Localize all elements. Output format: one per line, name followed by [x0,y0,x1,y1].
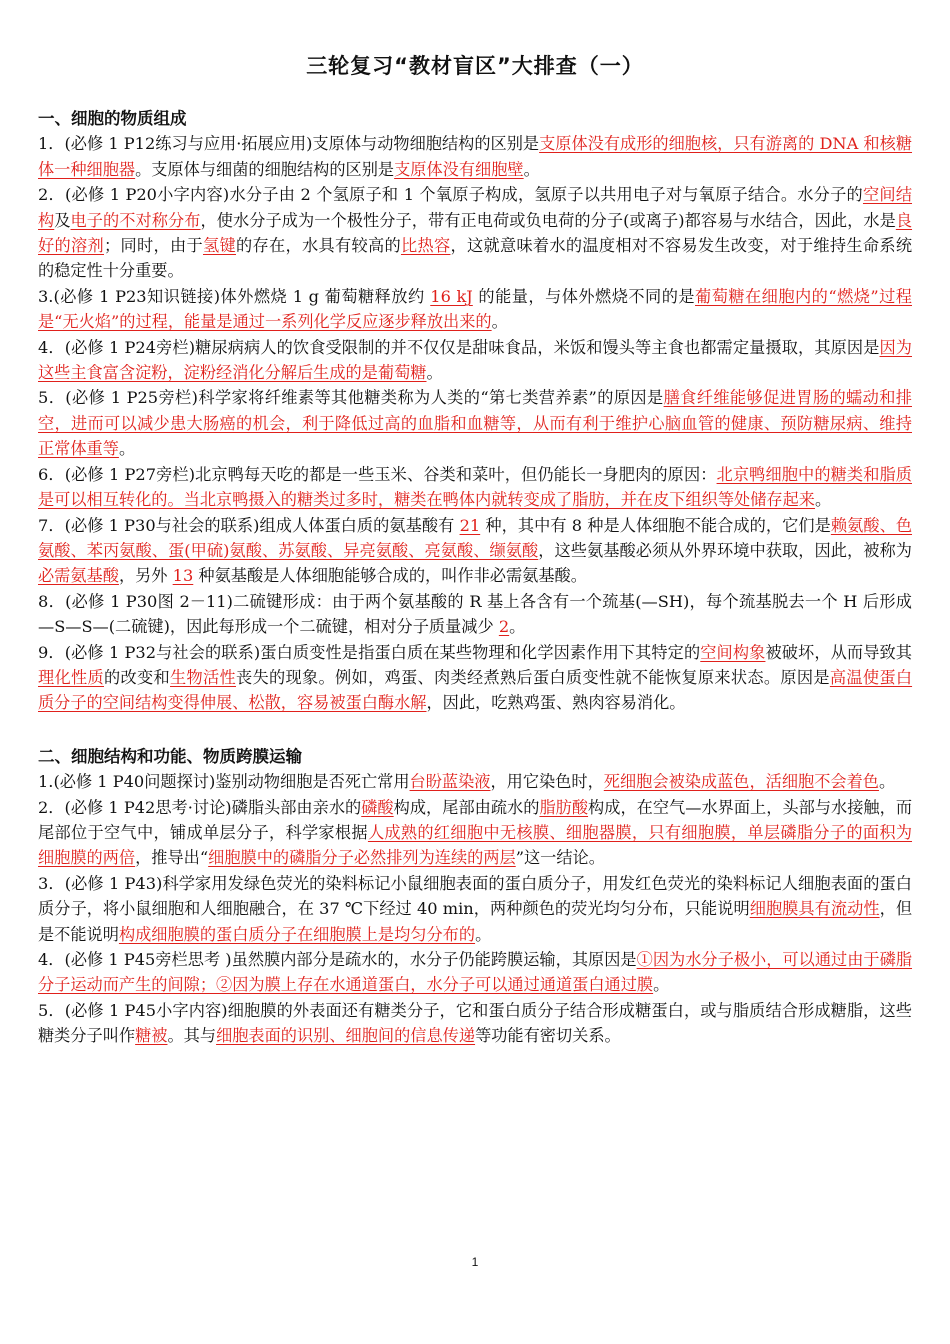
answer-text: 空间结构 [38,185,913,230]
section-heading: 二、细胞结构和功能、物质跨膜运输 [38,746,302,766]
section-heading: 一、细胞的物质组成 [38,109,187,128]
question-text: 7．(必修 1 P30与社会的联系)组成人体蛋白质的氨基酸有 [38,515,460,535]
question-item [38,769,912,794]
question-item [38,998,912,1049]
question-item [38,182,912,284]
question-text: 3．(必修 1 P43)科学家用发绿色荧光的染料标记小鼠细胞表面的蛋白质分子，用发红色荧光的染料标记人细胞表面的蛋白质分子，将小鼠细胞和人细胞融合，在 37 ℃下经过 40 min，两种颜色的荧光均匀分布，只能说明 [38,873,912,919]
answer-text: 糖被 [135,1026,168,1046]
answer-text: 理化性质 [38,667,104,687]
question-text: 5．(必修 1 P25旁栏)科学家将纤维素等其他糖类称为人类的“第七类营养素”的原因是 [38,388,664,408]
question-item [38,795,912,871]
question-item [38,640,912,716]
question-text: ，这就意味着水的温度相对不容易发生改变，对于维持生命系统的稳定性十分重要。 [38,236,913,281]
document-body [38,106,912,1049]
answer-text: 比热容 [400,236,451,256]
answer-text: 生物活性 [170,667,236,687]
question-text: 。 [509,617,526,637]
answer-text: 电子的不对称分布 [70,210,201,230]
question-text: 8．(必修 1 P30图 2－11)二硫键形成：由于两个氨基酸的 R 基上各含有一个巯基(—SH)，每个巯基脱去一个 H 后形成—S—S—(二硫键)，因此每形成一个二硫键，相对分子质量减少 [38,591,912,637]
answer-text: 良好的溶剂 [38,210,913,256]
answer-text: 人成熟的红细胞中无核膜、细胞器膜，只有细胞膜，单层磷脂分子的面积为细胞膜的两倍 [38,822,913,868]
question-text: ，推导出“ [135,848,209,868]
question-text: 9．(必修 1 P32与社会的联系)蛋白质变性是指蛋白质在某些物理和化学因素作用下其特定的 [38,642,701,662]
question-text: 3.(必修 1 P23知识链接)体外燃烧 1 g 葡萄糖释放约 [38,286,431,306]
page-number: 1 [471,1255,479,1269]
answer-text: 21 [459,515,481,535]
question-text: 的存在，水具有较高的 [235,236,401,256]
answer-text: 16 kJ [430,286,473,306]
answer-text: 13 [172,566,194,586]
answer-text: 空间构象 [700,642,766,662]
question-item [38,462,912,513]
answer-text: 脂肪酸 [539,797,589,817]
question-text: 的改变和 [104,667,170,687]
question-item [38,589,912,640]
question-item [38,385,912,461]
question-text: ，另外 [118,566,173,586]
answer-text: 台盼蓝染液 [409,772,491,792]
question-text: 2．(必修 1 P42思考·讨论)磷脂头部由亲水的 [38,797,362,817]
question-text: 。 [118,439,136,459]
page-title: 三轮复习“教材盲区”大排查（一） [306,54,644,78]
answer-text: 赖氨酸、色氨酸、苯丙氨酸、蛋(甲硫)氨酸、苏氨酸、异亮氨酸、亮氨酸、缬氨酸 [38,515,913,560]
answer-text: 葡萄糖在细胞内的“燃烧”过程是“无火焰”的过程，能量是通过一系列化学反应逐步释放出来的 [38,286,912,332]
answer-text: 高温使蛋白质分子的空间结构变得伸展、松散，容易被蛋白酶水解 [38,667,913,713]
question-text: 。 [491,312,508,332]
question-item [38,871,912,947]
question-text: 被破坏，从而导致其 [765,642,912,662]
question-text: ，因此，吃熟鸡蛋、熟肉容易消化。 [426,693,686,713]
question-item [38,513,912,589]
question-text: 的能量，与体外燃烧不同的是 [472,286,696,306]
question-text: 。 [653,975,670,995]
answer-text: 膳食纤维能够促进胃肠的蠕动和排空，进而可以减少患大肠癌的机会，利于降低过高的血脂和血糖等，从而有利于维护心脑血管的健康、预防糖尿病、维持正常体重等 [38,388,912,459]
question-text: ；同时，由于 [104,236,203,256]
question-text: 丧失的现象。例如，鸡蛋、肉类经煮熟后蛋白质变性就不能恢复原来状态。原因是 [236,667,830,687]
question-text: 等功能有密切关系。 [475,1026,621,1046]
question-text: ，使水分子成为一个极性分子，带有正电荷或负电荷的分子(或离子)都容易与水结合，因此，水是 [200,210,896,230]
answer-text: 磷酸 [361,797,394,817]
question-item [38,947,912,998]
question-text: 种氨基酸是人体细胞能够合成的，叫作非必需氨基酸。 [193,566,587,586]
question-text: 。 [475,924,492,944]
question-text: 构成，尾部由疏水的 [393,797,540,817]
question-text: 。 [815,490,832,510]
question-text: 1.(必修 1 P40问题探讨)鉴别动物细胞是否死亡常用 [38,772,410,792]
answer-text: 支原体没有成形的细胞核，只有游离的 DNA 和核糖体一种细胞器 [38,134,913,179]
question-text: 4．(必修 1 P45旁栏思考 )虽然膜内部分是疏水的，水分子仍能跨膜运输，其原因是 [38,950,637,969]
answer-text: 死细胞会被染成蓝色，活细胞不会着色 [603,772,879,792]
question-text: 种，其中有 8 种是人体细胞不能合成的，它们是 [480,515,831,535]
answer-text: 氢键 [202,236,236,256]
answer-text: 必需氨基酸 [38,566,119,586]
answer-text: 细胞表面的识别、细胞间的信息传递 [216,1026,476,1046]
question-text: 。 [878,772,896,792]
question-text: 。 [523,159,540,179]
answer-text: ①因为水分子极小，可以通过由于磷脂分子运动而产生的间隙；②因为膜上存在水通道蛋白，水分子可以通过通道蛋白通过膜 [38,950,913,995]
answer-text: 北京鸭细胞中的糖类和脂质是可以相互转化的。当北京鸭摄入的糖类过多时，糖类在鸭体内就转变成了脂肪，并在皮下组织等处储存起来 [38,464,912,510]
question-text: 。 [426,363,443,383]
answer-text: 细胞膜中的磷脂分子必然排列为连续的两层 [208,848,516,868]
question-text: 1．(必修 1 P12练习与应用·拓展应用)支原体与动物细胞结构的区别是 [38,134,540,154]
question-text: ”这一结论。 [515,848,605,868]
answer-text: 因为这些主食富含淀粉，淀粉经消化分解后生成的是葡萄糖 [38,337,912,383]
question-text: ，这些氨基酸必须从外界环境中获取，因此，被称为 [538,540,912,560]
answer-text: 2 [498,617,510,637]
question-text: 。其与 [167,1026,217,1046]
question-text: 2．(必修 1 P20小字内容)水分子由 2 个氢原子和 1 个氧原子构成，氢原子以共用电子对与氧原子结合。水分子的 [38,185,863,205]
answer-text: 支原体没有细胞壁 [394,159,524,179]
question-text: 。支原体与细菌的细胞结构的区别是 [135,159,395,179]
answer-text: 细胞膜具有流动性 [749,899,880,919]
question-text: 6．(必修 1 P27旁栏)北京鸭每天吃的都是一些玉米、谷类和菜叶，但仍能长一身肥肉的原因： [38,464,717,484]
question-text: ，但是不能说明 [38,899,913,944]
answer-text: 构成细胞膜的蛋白质分子在细胞膜上是均匀分布的 [118,924,476,944]
question-text: 5．(必修 1 P45小字内容)细胞膜的外表面还有糖类分子，它和蛋白质分子结合形成糖蛋白，或与脂质结合形成糖脂，这些糖类分子叫作 [38,1000,912,1046]
question-text: 4．(必修 1 P24旁栏)糖尿病病人的饮食受限制的并不仅仅是甜味食品，米饭和馒头等主食也都需定量摄取，其原因是 [38,337,880,357]
question-text: 及 [54,210,71,230]
question-text: 构成，在空气—水界面上，头部与水接触，而尾部位于空气中，铺成单层分子，科学家根据 [38,797,913,842]
question-text: ，用它染色时， [490,772,604,792]
question-item [38,284,912,335]
question-item [38,131,912,182]
question-item [38,335,912,386]
